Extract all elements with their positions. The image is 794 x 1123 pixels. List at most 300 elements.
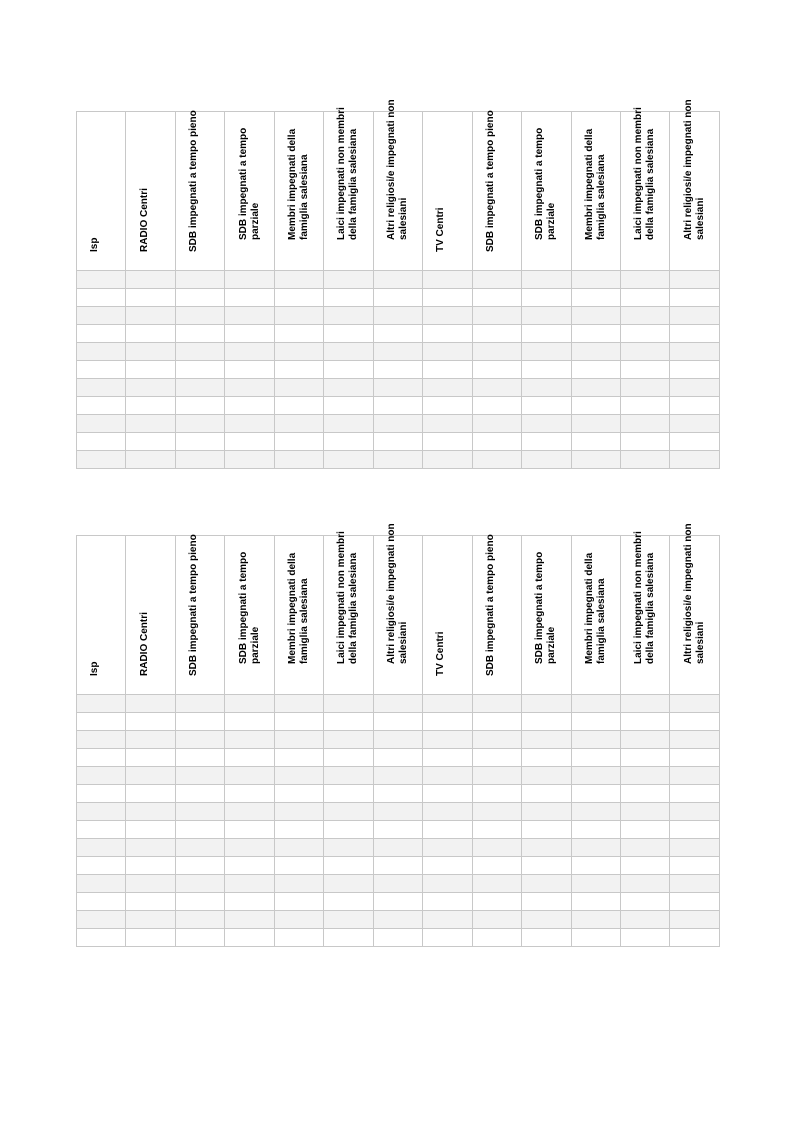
- table-cell[interactable]: [620, 289, 669, 307]
- table-cell[interactable]: [522, 749, 571, 767]
- table-cell[interactable]: [126, 713, 175, 731]
- table-cell[interactable]: [423, 451, 472, 469]
- table-cell[interactable]: [225, 415, 274, 433]
- table-cell[interactable]: [126, 929, 175, 947]
- table-cell[interactable]: [373, 397, 422, 415]
- table-cell[interactable]: [126, 433, 175, 451]
- table-cell[interactable]: [274, 821, 323, 839]
- table-cell[interactable]: [423, 749, 472, 767]
- table-cell[interactable]: [670, 893, 719, 911]
- table-cell[interactable]: [126, 695, 175, 713]
- table-cell[interactable]: [373, 325, 422, 343]
- table-cell[interactable]: [274, 713, 323, 731]
- table-cell[interactable]: [620, 767, 669, 785]
- table-cell[interactable]: [324, 361, 373, 379]
- table-cell[interactable]: [373, 713, 422, 731]
- table-cell[interactable]: [225, 307, 274, 325]
- table-cell[interactable]: [620, 451, 669, 469]
- table-cell[interactable]: [175, 289, 224, 307]
- table-cell[interactable]: [472, 379, 521, 397]
- table-cell[interactable]: [324, 271, 373, 289]
- table-cell[interactable]: [225, 451, 274, 469]
- table-cell[interactable]: [126, 289, 175, 307]
- table-cell[interactable]: [373, 929, 422, 947]
- table-cell[interactable]: [225, 289, 274, 307]
- table-cell[interactable]: [175, 911, 224, 929]
- table-cell[interactable]: [373, 857, 422, 875]
- table-cell[interactable]: [225, 785, 274, 803]
- table-cell[interactable]: [423, 361, 472, 379]
- table-cell[interactable]: [175, 821, 224, 839]
- table-cell[interactable]: [620, 911, 669, 929]
- table-cell[interactable]: [373, 343, 422, 361]
- table-cell[interactable]: [472, 325, 521, 343]
- table-cell[interactable]: [522, 397, 571, 415]
- table-cell[interactable]: [274, 379, 323, 397]
- table-cell[interactable]: [472, 821, 521, 839]
- table-cell[interactable]: [225, 857, 274, 875]
- table-cell[interactable]: [670, 271, 719, 289]
- table-cell[interactable]: [225, 803, 274, 821]
- table-cell[interactable]: [670, 803, 719, 821]
- table-cell[interactable]: [472, 893, 521, 911]
- table-cell[interactable]: [571, 749, 620, 767]
- table-cell[interactable]: [324, 767, 373, 785]
- table-cell[interactable]: [175, 397, 224, 415]
- table-cell[interactable]: [423, 767, 472, 785]
- table-cell[interactable]: [423, 875, 472, 893]
- table-cell[interactable]: [670, 325, 719, 343]
- table-cell[interactable]: [77, 821, 126, 839]
- table-cell[interactable]: [571, 911, 620, 929]
- table-cell[interactable]: [274, 433, 323, 451]
- table-cell[interactable]: [274, 749, 323, 767]
- table-cell[interactable]: [522, 343, 571, 361]
- table-cell[interactable]: [620, 271, 669, 289]
- table-cell[interactable]: [274, 695, 323, 713]
- table-cell[interactable]: [620, 893, 669, 911]
- table-cell[interactable]: [571, 397, 620, 415]
- table-cell[interactable]: [324, 415, 373, 433]
- table-cell[interactable]: [472, 397, 521, 415]
- table-cell[interactable]: [324, 379, 373, 397]
- table-cell[interactable]: [373, 911, 422, 929]
- table-cell[interactable]: [670, 839, 719, 857]
- table-cell[interactable]: [373, 731, 422, 749]
- table-cell[interactable]: [274, 451, 323, 469]
- table-cell[interactable]: [373, 289, 422, 307]
- table-cell[interactable]: [175, 803, 224, 821]
- table-cell[interactable]: [175, 749, 224, 767]
- table-cell[interactable]: [274, 343, 323, 361]
- table-cell[interactable]: [373, 451, 422, 469]
- table-cell[interactable]: [324, 289, 373, 307]
- table-cell[interactable]: [175, 767, 224, 785]
- table-cell[interactable]: [423, 911, 472, 929]
- table-cell[interactable]: [670, 785, 719, 803]
- table-cell[interactable]: [571, 325, 620, 343]
- table-cell[interactable]: [522, 875, 571, 893]
- table-cell[interactable]: [225, 767, 274, 785]
- table-cell[interactable]: [77, 307, 126, 325]
- table-cell[interactable]: [175, 307, 224, 325]
- table-cell[interactable]: [522, 893, 571, 911]
- table-cell[interactable]: [670, 289, 719, 307]
- table-cell[interactable]: [274, 361, 323, 379]
- table-cell[interactable]: [472, 451, 521, 469]
- table-cell[interactable]: [423, 307, 472, 325]
- table-cell[interactable]: [472, 803, 521, 821]
- table-cell[interactable]: [522, 695, 571, 713]
- table-cell[interactable]: [620, 713, 669, 731]
- table-cell[interactable]: [423, 731, 472, 749]
- table-cell[interactable]: [225, 433, 274, 451]
- table-cell[interactable]: [274, 875, 323, 893]
- table-cell[interactable]: [423, 289, 472, 307]
- table-cell[interactable]: [670, 307, 719, 325]
- table-cell[interactable]: [126, 749, 175, 767]
- table-cell[interactable]: [274, 289, 323, 307]
- table-cell[interactable]: [274, 893, 323, 911]
- table-cell[interactable]: [274, 325, 323, 343]
- table-cell[interactable]: [670, 767, 719, 785]
- table-cell[interactable]: [274, 767, 323, 785]
- table-cell[interactable]: [571, 875, 620, 893]
- table-cell[interactable]: [324, 875, 373, 893]
- table-cell[interactable]: [670, 749, 719, 767]
- table-cell[interactable]: [522, 857, 571, 875]
- table-cell[interactable]: [571, 289, 620, 307]
- table-cell[interactable]: [522, 839, 571, 857]
- table-cell[interactable]: [373, 839, 422, 857]
- table-cell[interactable]: [324, 433, 373, 451]
- table-cell[interactable]: [77, 839, 126, 857]
- table-cell[interactable]: [126, 821, 175, 839]
- table-cell[interactable]: [77, 929, 126, 947]
- table-cell[interactable]: [522, 271, 571, 289]
- table-cell[interactable]: [324, 451, 373, 469]
- table-cell[interactable]: [77, 415, 126, 433]
- table-cell[interactable]: [373, 379, 422, 397]
- table-cell[interactable]: [472, 767, 521, 785]
- table-cell[interactable]: [77, 695, 126, 713]
- table-cell[interactable]: [423, 325, 472, 343]
- table-cell[interactable]: [225, 379, 274, 397]
- table-cell[interactable]: [77, 397, 126, 415]
- table-cell[interactable]: [225, 875, 274, 893]
- table-cell[interactable]: [423, 397, 472, 415]
- table-cell[interactable]: [225, 893, 274, 911]
- table-cell[interactable]: [77, 325, 126, 343]
- table-cell[interactable]: [77, 361, 126, 379]
- table-cell[interactable]: [423, 839, 472, 857]
- table-cell[interactable]: [175, 731, 224, 749]
- table-cell[interactable]: [620, 361, 669, 379]
- table-cell[interactable]: [620, 857, 669, 875]
- table-cell[interactable]: [175, 325, 224, 343]
- table-cell[interactable]: [472, 929, 521, 947]
- table-cell[interactable]: [571, 785, 620, 803]
- table-cell[interactable]: [175, 379, 224, 397]
- table-cell[interactable]: [126, 731, 175, 749]
- table-cell[interactable]: [522, 415, 571, 433]
- table-cell[interactable]: [472, 361, 521, 379]
- table-cell[interactable]: [571, 695, 620, 713]
- table-cell[interactable]: [670, 433, 719, 451]
- table-cell[interactable]: [373, 271, 422, 289]
- table-cell[interactable]: [225, 749, 274, 767]
- table-cell[interactable]: [571, 451, 620, 469]
- table-cell[interactable]: [571, 893, 620, 911]
- table-cell[interactable]: [373, 893, 422, 911]
- table-cell[interactable]: [126, 307, 175, 325]
- table-cell[interactable]: [77, 803, 126, 821]
- table-cell[interactable]: [175, 361, 224, 379]
- table-cell[interactable]: [126, 415, 175, 433]
- table-cell[interactable]: [324, 857, 373, 875]
- table-cell[interactable]: [77, 289, 126, 307]
- table-cell[interactable]: [571, 929, 620, 947]
- table-cell[interactable]: [522, 289, 571, 307]
- table-cell[interactable]: [175, 271, 224, 289]
- table-cell[interactable]: [126, 857, 175, 875]
- table-cell[interactable]: [225, 929, 274, 947]
- table-cell[interactable]: [126, 785, 175, 803]
- table-cell[interactable]: [225, 397, 274, 415]
- table-cell[interactable]: [522, 785, 571, 803]
- table-cell[interactable]: [670, 911, 719, 929]
- table-cell[interactable]: [620, 731, 669, 749]
- table-cell[interactable]: [175, 343, 224, 361]
- table-cell[interactable]: [423, 785, 472, 803]
- table-cell[interactable]: [175, 433, 224, 451]
- table-cell[interactable]: [571, 379, 620, 397]
- table-cell[interactable]: [423, 893, 472, 911]
- table-cell[interactable]: [175, 713, 224, 731]
- table-cell[interactable]: [571, 857, 620, 875]
- table-cell[interactable]: [571, 361, 620, 379]
- table-cell[interactable]: [175, 415, 224, 433]
- table-cell[interactable]: [522, 379, 571, 397]
- table-cell[interactable]: [620, 695, 669, 713]
- table-cell[interactable]: [423, 433, 472, 451]
- table-cell[interactable]: [373, 803, 422, 821]
- table-cell[interactable]: [472, 713, 521, 731]
- table-cell[interactable]: [77, 731, 126, 749]
- table-cell[interactable]: [274, 785, 323, 803]
- table-cell[interactable]: [423, 929, 472, 947]
- table-cell[interactable]: [274, 929, 323, 947]
- table-cell[interactable]: [77, 767, 126, 785]
- table-cell[interactable]: [324, 839, 373, 857]
- table-cell[interactable]: [472, 695, 521, 713]
- table-cell[interactable]: [274, 731, 323, 749]
- table-cell[interactable]: [472, 433, 521, 451]
- table-cell[interactable]: [571, 821, 620, 839]
- table-cell[interactable]: [423, 379, 472, 397]
- table-cell[interactable]: [126, 361, 175, 379]
- table-cell[interactable]: [472, 731, 521, 749]
- table-cell[interactable]: [571, 767, 620, 785]
- table-cell[interactable]: [274, 307, 323, 325]
- table-cell[interactable]: [522, 911, 571, 929]
- table-cell[interactable]: [472, 857, 521, 875]
- table-cell[interactable]: [670, 695, 719, 713]
- table-cell[interactable]: [670, 397, 719, 415]
- table-cell[interactable]: [522, 433, 571, 451]
- table-cell[interactable]: [620, 397, 669, 415]
- table-cell[interactable]: [324, 325, 373, 343]
- table-cell[interactable]: [225, 821, 274, 839]
- table-cell[interactable]: [225, 695, 274, 713]
- table-cell[interactable]: [324, 307, 373, 325]
- table-cell[interactable]: [522, 767, 571, 785]
- table-cell[interactable]: [77, 343, 126, 361]
- table-cell[interactable]: [175, 875, 224, 893]
- table-cell[interactable]: [77, 451, 126, 469]
- table-cell[interactable]: [77, 271, 126, 289]
- table-cell[interactable]: [77, 875, 126, 893]
- table-cell[interactable]: [126, 325, 175, 343]
- table-cell[interactable]: [522, 713, 571, 731]
- table-cell[interactable]: [670, 875, 719, 893]
- table-cell[interactable]: [175, 451, 224, 469]
- table-cell[interactable]: [324, 695, 373, 713]
- table-cell[interactable]: [423, 821, 472, 839]
- table-cell[interactable]: [522, 307, 571, 325]
- table-cell[interactable]: [373, 875, 422, 893]
- table-cell[interactable]: [571, 839, 620, 857]
- table-cell[interactable]: [620, 875, 669, 893]
- table-cell[interactable]: [77, 433, 126, 451]
- table-cell[interactable]: [274, 415, 323, 433]
- table-cell[interactable]: [423, 803, 472, 821]
- table-cell[interactable]: [522, 325, 571, 343]
- table-cell[interactable]: [620, 785, 669, 803]
- table-cell[interactable]: [522, 361, 571, 379]
- table-cell[interactable]: [620, 379, 669, 397]
- table-cell[interactable]: [324, 749, 373, 767]
- table-cell[interactable]: [522, 803, 571, 821]
- table-cell[interactable]: [274, 397, 323, 415]
- table-cell[interactable]: [571, 343, 620, 361]
- table-cell[interactable]: [670, 713, 719, 731]
- table-cell[interactable]: [373, 415, 422, 433]
- table-cell[interactable]: [423, 415, 472, 433]
- table-cell[interactable]: [324, 821, 373, 839]
- table-cell[interactable]: [126, 451, 175, 469]
- table-cell[interactable]: [324, 397, 373, 415]
- table-cell[interactable]: [522, 451, 571, 469]
- table-cell[interactable]: [225, 361, 274, 379]
- table-cell[interactable]: [225, 731, 274, 749]
- table-cell[interactable]: [175, 785, 224, 803]
- table-cell[interactable]: [472, 785, 521, 803]
- table-cell[interactable]: [670, 343, 719, 361]
- table-cell[interactable]: [126, 839, 175, 857]
- table-cell[interactable]: [324, 713, 373, 731]
- table-cell[interactable]: [670, 857, 719, 875]
- table-cell[interactable]: [175, 929, 224, 947]
- table-cell[interactable]: [175, 695, 224, 713]
- table-cell[interactable]: [274, 271, 323, 289]
- table-cell[interactable]: [620, 307, 669, 325]
- table-cell[interactable]: [126, 271, 175, 289]
- table-cell[interactable]: [571, 803, 620, 821]
- table-cell[interactable]: [620, 343, 669, 361]
- table-cell[interactable]: [225, 343, 274, 361]
- table-cell[interactable]: [77, 893, 126, 911]
- table-cell[interactable]: [620, 325, 669, 343]
- table-cell[interactable]: [324, 343, 373, 361]
- table-cell[interactable]: [423, 343, 472, 361]
- table-cell[interactable]: [77, 379, 126, 397]
- table-cell[interactable]: [324, 893, 373, 911]
- table-cell[interactable]: [423, 271, 472, 289]
- table-cell[interactable]: [472, 875, 521, 893]
- table-cell[interactable]: [423, 857, 472, 875]
- table-cell[interactable]: [126, 343, 175, 361]
- table-cell[interactable]: [175, 857, 224, 875]
- table-cell[interactable]: [373, 767, 422, 785]
- table-cell[interactable]: [77, 785, 126, 803]
- table-cell[interactable]: [670, 929, 719, 947]
- table-cell[interactable]: [670, 731, 719, 749]
- table-cell[interactable]: [77, 911, 126, 929]
- table-cell[interactable]: [225, 713, 274, 731]
- table-cell[interactable]: [126, 767, 175, 785]
- table-cell[interactable]: [472, 307, 521, 325]
- table-cell[interactable]: [274, 857, 323, 875]
- table-cell[interactable]: [620, 803, 669, 821]
- table-cell[interactable]: [126, 397, 175, 415]
- table-cell[interactable]: [175, 839, 224, 857]
- table-cell[interactable]: [670, 451, 719, 469]
- table-cell[interactable]: [620, 433, 669, 451]
- table-cell[interactable]: [571, 713, 620, 731]
- table-cell[interactable]: [571, 415, 620, 433]
- table-cell[interactable]: [423, 713, 472, 731]
- table-cell[interactable]: [274, 839, 323, 857]
- table-cell[interactable]: [77, 749, 126, 767]
- table-cell[interactable]: [324, 929, 373, 947]
- table-cell[interactable]: [670, 379, 719, 397]
- table-cell[interactable]: [472, 289, 521, 307]
- table-cell[interactable]: [126, 893, 175, 911]
- table-cell[interactable]: [571, 731, 620, 749]
- table-cell[interactable]: [126, 875, 175, 893]
- table-cell[interactable]: [274, 911, 323, 929]
- table-cell[interactable]: [373, 361, 422, 379]
- table-cell[interactable]: [620, 839, 669, 857]
- table-cell[interactable]: [373, 749, 422, 767]
- table-cell[interactable]: [472, 271, 521, 289]
- table-cell[interactable]: [670, 361, 719, 379]
- table-cell[interactable]: [225, 839, 274, 857]
- table-cell[interactable]: [126, 911, 175, 929]
- table-cell[interactable]: [571, 271, 620, 289]
- table-cell[interactable]: [77, 713, 126, 731]
- table-cell[interactable]: [225, 911, 274, 929]
- table-cell[interactable]: [522, 821, 571, 839]
- table-cell[interactable]: [670, 821, 719, 839]
- table-cell[interactable]: [472, 749, 521, 767]
- table-cell[interactable]: [126, 379, 175, 397]
- table-cell[interactable]: [126, 803, 175, 821]
- table-cell[interactable]: [373, 307, 422, 325]
- table-cell[interactable]: [373, 821, 422, 839]
- table-cell[interactable]: [472, 911, 521, 929]
